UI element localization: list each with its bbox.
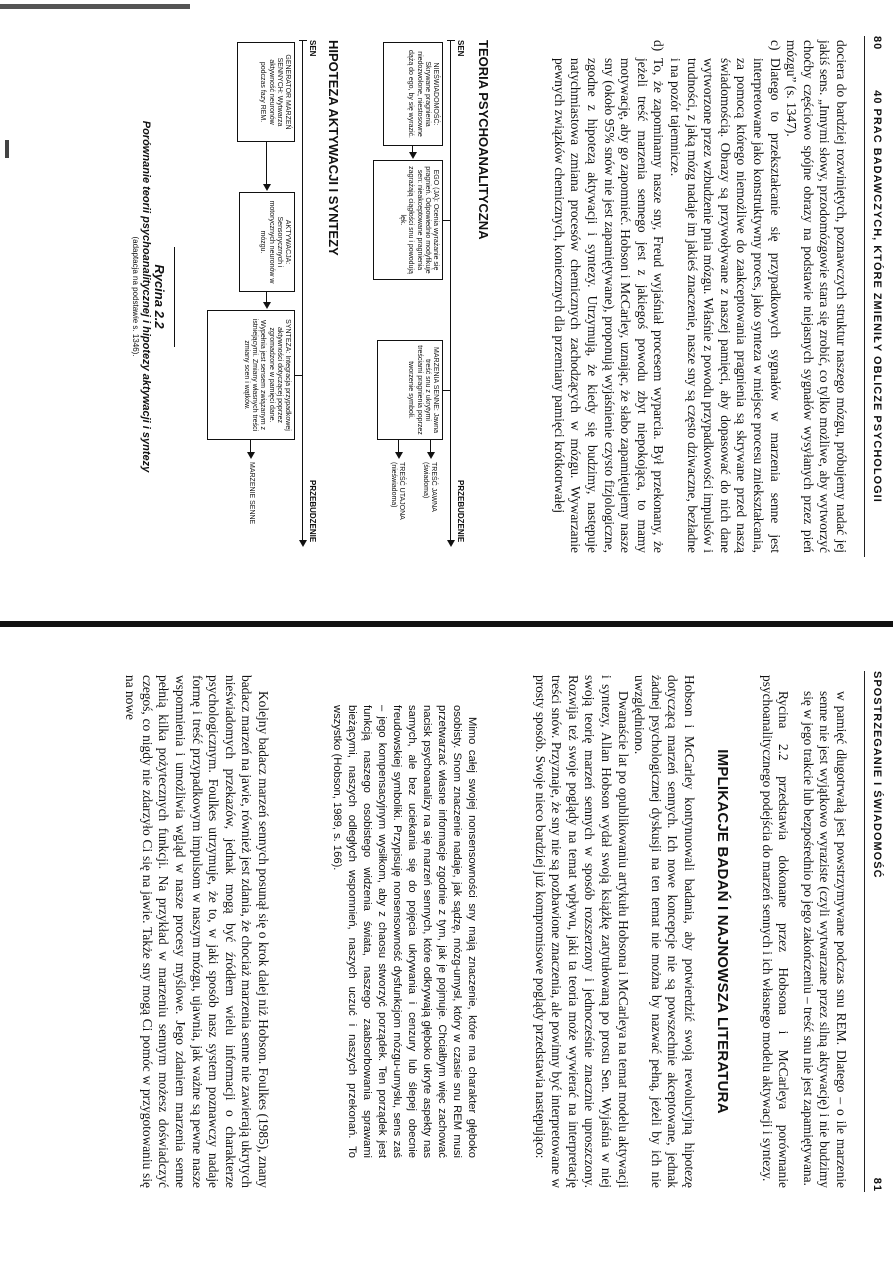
paragraph: Rycina 2.2 przedstawia dokonane przez Hobsona i McCarleya porównanie psychoanalitycznego podejścia do marzeń sennych i ich własnego modelu aktywacji i syntezy.	[759, 675, 792, 1188]
body-text	[758, 675, 849, 1188]
paragraph: Dlatego to przekształcanie się przypadkowych sygnałów w marzenia senne jest interpretowane jako konstruktywny proces, jako synteza w miejsce procesu zniekształcania, za pomocą którego niemożliwe do zaakceptowania pragnienia są skrywane przed naszą świadomością. Obrazy są przywoływane z naszej pamięci, aby dopasować do nich dane wytworzone przez wzbudzenie pnia mózgu. Właśnie z powodu przypadkowości impulsów i trudności, z jaką mózg nadaje im jakieś znaczenie, nasze sny są często dziwaczne, bezładne i na pozór tajemnicze.	[668, 58, 783, 553]
timeline-start-tick	[447, 40, 455, 41]
przebudzenie-label: PRZEBUDZENIE	[456, 480, 465, 543]
list-marker: c)	[767, 40, 783, 51]
box-generator: GENERATOR MARZEŃ SENNYCH: Wytwarza aktywność neuronów podczas fazy REM.	[237, 42, 295, 142]
box-nieswiadomosc: NIEŚWIADOMOŚĆ: Skrywane pragnienia niedozwolone, niestosowne dążą do ego, by się wyrazić.	[383, 42, 443, 146]
paragraph: Dwanaście lat po opublikowaniu artykułu Hobsona i McCarleya na temat modelu aktywacji i syntezy, Allan Hobson wydał swoją książkę zatytułowaną po prostu Sen. Wyjaśnia w niej swoją teorię marzeń sennych w sposób rozszerzony i jednocześnie znacznie uproszczony. Rozwija też swoje poglądy na temat wpływu, jaki ta teoria może wywierać na interpretację treści snów. Przyznaje, że sny nie są pozbawione znaczenia, ale powinny być interpretowane w prosty sposób. Swoje nieco bardziej już kompromisowe poglądy przedstawia następująco:	[532, 675, 631, 1188]
arrow-head	[427, 452, 435, 459]
sen-label: SEN	[308, 40, 317, 57]
box-ego: EGO (JA): Ocenia wyrażanie się pragnień. Odpowiednio modyfikuje sen: nieakceptowane pragnienia zagrażają ciągłości snu i powodują lęk.	[373, 160, 443, 280]
list-item-c	[666, 40, 782, 553]
sen-label: SEN	[456, 40, 465, 57]
page-81	[0, 635, 893, 1228]
label-tresc-jawna: TREŚĆ JAWNA (świadoma)	[422, 462, 437, 512]
block-quote	[329, 705, 479, 1158]
arrow-head	[447, 540, 455, 547]
figure-section-title: TEORIA PSYCHOANALITYCZNA	[476, 40, 491, 240]
paragraph: w pamięć długotrwałą jest powstrzymywane podczas snu REM. Dlatego – o ile marzenie senne nie jest wyjątkowo wyraziste (czyli wytwarzane przez silną aktywację) i nie budzimy się w jego trakcie lub bezpośrednio po jego zakończeniu – treść snu nie jest zapamiętywana.	[800, 691, 849, 1188]
page-number: 80	[871, 36, 883, 51]
label-marzenie-senne: MARZENIE SENNE	[248, 462, 255, 525]
quote-text: Mimo całej swojej nonsensowności sny mają znaczenie, które ma charakter głęboko osobisty. Snom znaczenie nadaje, jak sądzę, mózg-umysł, który w czasie snu REM musi przetwarzać własne informacje zgodnie z tym, jak je pojmuje. Chciałbym więc zachować nacisk psychoanalizy na się marzeń sennych, które odkrywają głęboko ukryte aspekty nas samych, ale bez uciekania się do pojęcia ukrywania i cenzury lub ślepej obecnie freudowskiej symboliki. Przypisuję nonsensowność dysfunkcjom mózgu-umysłu, sens zaś – jego kompensacyjnym wysiłkom, aby z chaosu stworzyć porządek. Ten porządek jest funkcją naszego osobistego widzenia świata, naszego zaabsorbowania sprawami bieżącymi, naszych odległych wspomnień, naszych uczuć i naszych przekonań. To wszystko (Hobson, 1989, s. 166).	[331, 705, 478, 1158]
figure-section-title: HIPOTEZA AKTYWACJI I SYNTEZY	[326, 40, 341, 256]
connector	[266, 142, 267, 186]
figure-title: Porównanie teorii psychoanalitycznej i hipotezy aktywacji i syntezy	[140, 120, 152, 473]
timeline-start-tick	[299, 40, 307, 41]
body-text	[122, 675, 271, 1188]
timeline-arrow	[302, 40, 303, 540]
figure-number: Rycina 2.2	[152, 264, 167, 329]
box-synteza: SYNTEZA: Integracja przypadkowej aktywności dotyczącej poprzez zgromadzone w pamięci dane. Wypełnia jest sensem związanym z istniejącymi. Zmiany własnych treści zmiany scen i wątków.	[207, 310, 295, 440]
figure-caption	[131, 40, 167, 553]
label-tresc-utajona: TREŚĆ UTAJONA (nieświadoma)	[390, 462, 405, 520]
paragraph: To, że zapominamy nasze sny, Freud wyjaśniał procesem wyparcia. Był przekonany, że jeżeli treść marzenia sennego jest z jakiegoś powodu zbyt niepokojąca, to mamy motywację, aby go zapomnieć. Hobson i McCarley, uznając, że słabo zapamiętujemy nasze sny (około 95% snów nie jest zapamiętywane), proponują wyjaśnienie czysto fizjologiczne, zgodne z hipotezą aktywacji i syntezy. Utrzymują, że kiedy się budzimy, następuje natychmiastowa zmiana procesów chemicznych zachodzących w mózgu. Wywarzanie pewnych związków chemicznych, koniecznych dla przemiany pamięci krótkotrwałej	[551, 58, 667, 553]
header-rule	[864, 36, 865, 557]
list-item-d	[550, 40, 666, 553]
przebudzenie-label: PRZEBUDZENIE	[308, 480, 317, 543]
scan-divider	[0, 621, 893, 627]
arrow-head	[409, 152, 417, 159]
figure-2-2	[11, 40, 491, 553]
figure-source: (adaptacja na podstawie s. 1346).	[131, 236, 140, 357]
connector	[443, 390, 451, 391]
page-number: 81	[871, 1177, 883, 1192]
arrow-head	[395, 452, 403, 459]
paragraph: Hobson i McCarley kontynuowali badania, aby potwierdzić swoją rewolucyjną hipotezę dotyczącą marzeń sennych. Ich nowe koncepcje nie są powszechnie akceptowane, jednak żadnej psychologicznej dyskusji na ten temat nie można by nazwać pełną, jeżeli by ich nie uwzględniono.	[632, 675, 697, 1188]
page-80	[0, 0, 893, 593]
arrow-head	[263, 184, 271, 191]
box-aktywacja: AKTYWACJA: Sensorycznych i motorycznych neuronów w mózgu.	[239, 192, 295, 292]
paragraph: Kolejny badacz marzeń sennych posunął się o krok dalej niż Hobson. Foulkes (1985), znany badacz marzeń na jawie, również jest zdania, że chociaż marzenia senne nie zawierają ukrytych nieświadomych przekazów, jednak mogą być źródłem wielu informacji o charakterze psychologicznym. Foulkes utrzymuje, że to, w jaki sposób nasz system poznawczy nadaje formę i treść przypadkowym impulsom w naszym mózgu, ujawnia, jak ważne są pewne nasze wspomnienia i umożliwia wgląd w nasze procesy myślowe. Jego zdaniem marzenia senne pełnią kilka pożytecznych funkcji. Na przykład w marzeniu sennym możesz doświadczyć czegoś, co nigdy nie zdarzyło Ci się na jawie. Także sny mogą Ci pomóc w przygotowaniu się na nowe	[123, 675, 271, 1188]
timeline-arrow	[450, 40, 451, 540]
arrow-head	[299, 540, 307, 547]
paragraph: dociera do bardziej rozwiniętych, poznawczych struktur naszego mózgu, próbujemy nadać jej jakiś sens. „Innymi słowy, przodomózgowie stara się zrobić, co tylko możliwe, aby wytworzyć choćby częściowo spójne obrazy na podstawie niejasnych sygnałów wysyłanych przez pień mózgu” (s. 1347).	[784, 40, 849, 553]
running-title: 40 PRAC BADAWCZYCH, KTÓRE ZMIENIŁY OBLICZE PSYCHOLOGII	[871, 90, 883, 503]
box-marzenia-senne: MARZENIA SENNE: Jawna treść snu z ukrytymi treściami pragnienia poprzez tworzenie symboli.	[377, 340, 443, 440]
body-text	[531, 675, 697, 1188]
arrow-head	[263, 302, 271, 309]
list-marker: d)	[651, 40, 667, 52]
running-title: SPOSTRZEGANIE I ŚWIADOMOŚĆ	[871, 671, 883, 879]
body-text	[550, 40, 849, 553]
connector	[295, 375, 303, 376]
connector	[443, 220, 451, 221]
caption-rule	[174, 247, 175, 347]
section-heading: IMPLIKACJE BADAŃ I NAJNOWSZA LITERATURA	[714, 749, 731, 1114]
header-rule	[864, 671, 865, 1192]
arrow-head	[247, 452, 255, 459]
